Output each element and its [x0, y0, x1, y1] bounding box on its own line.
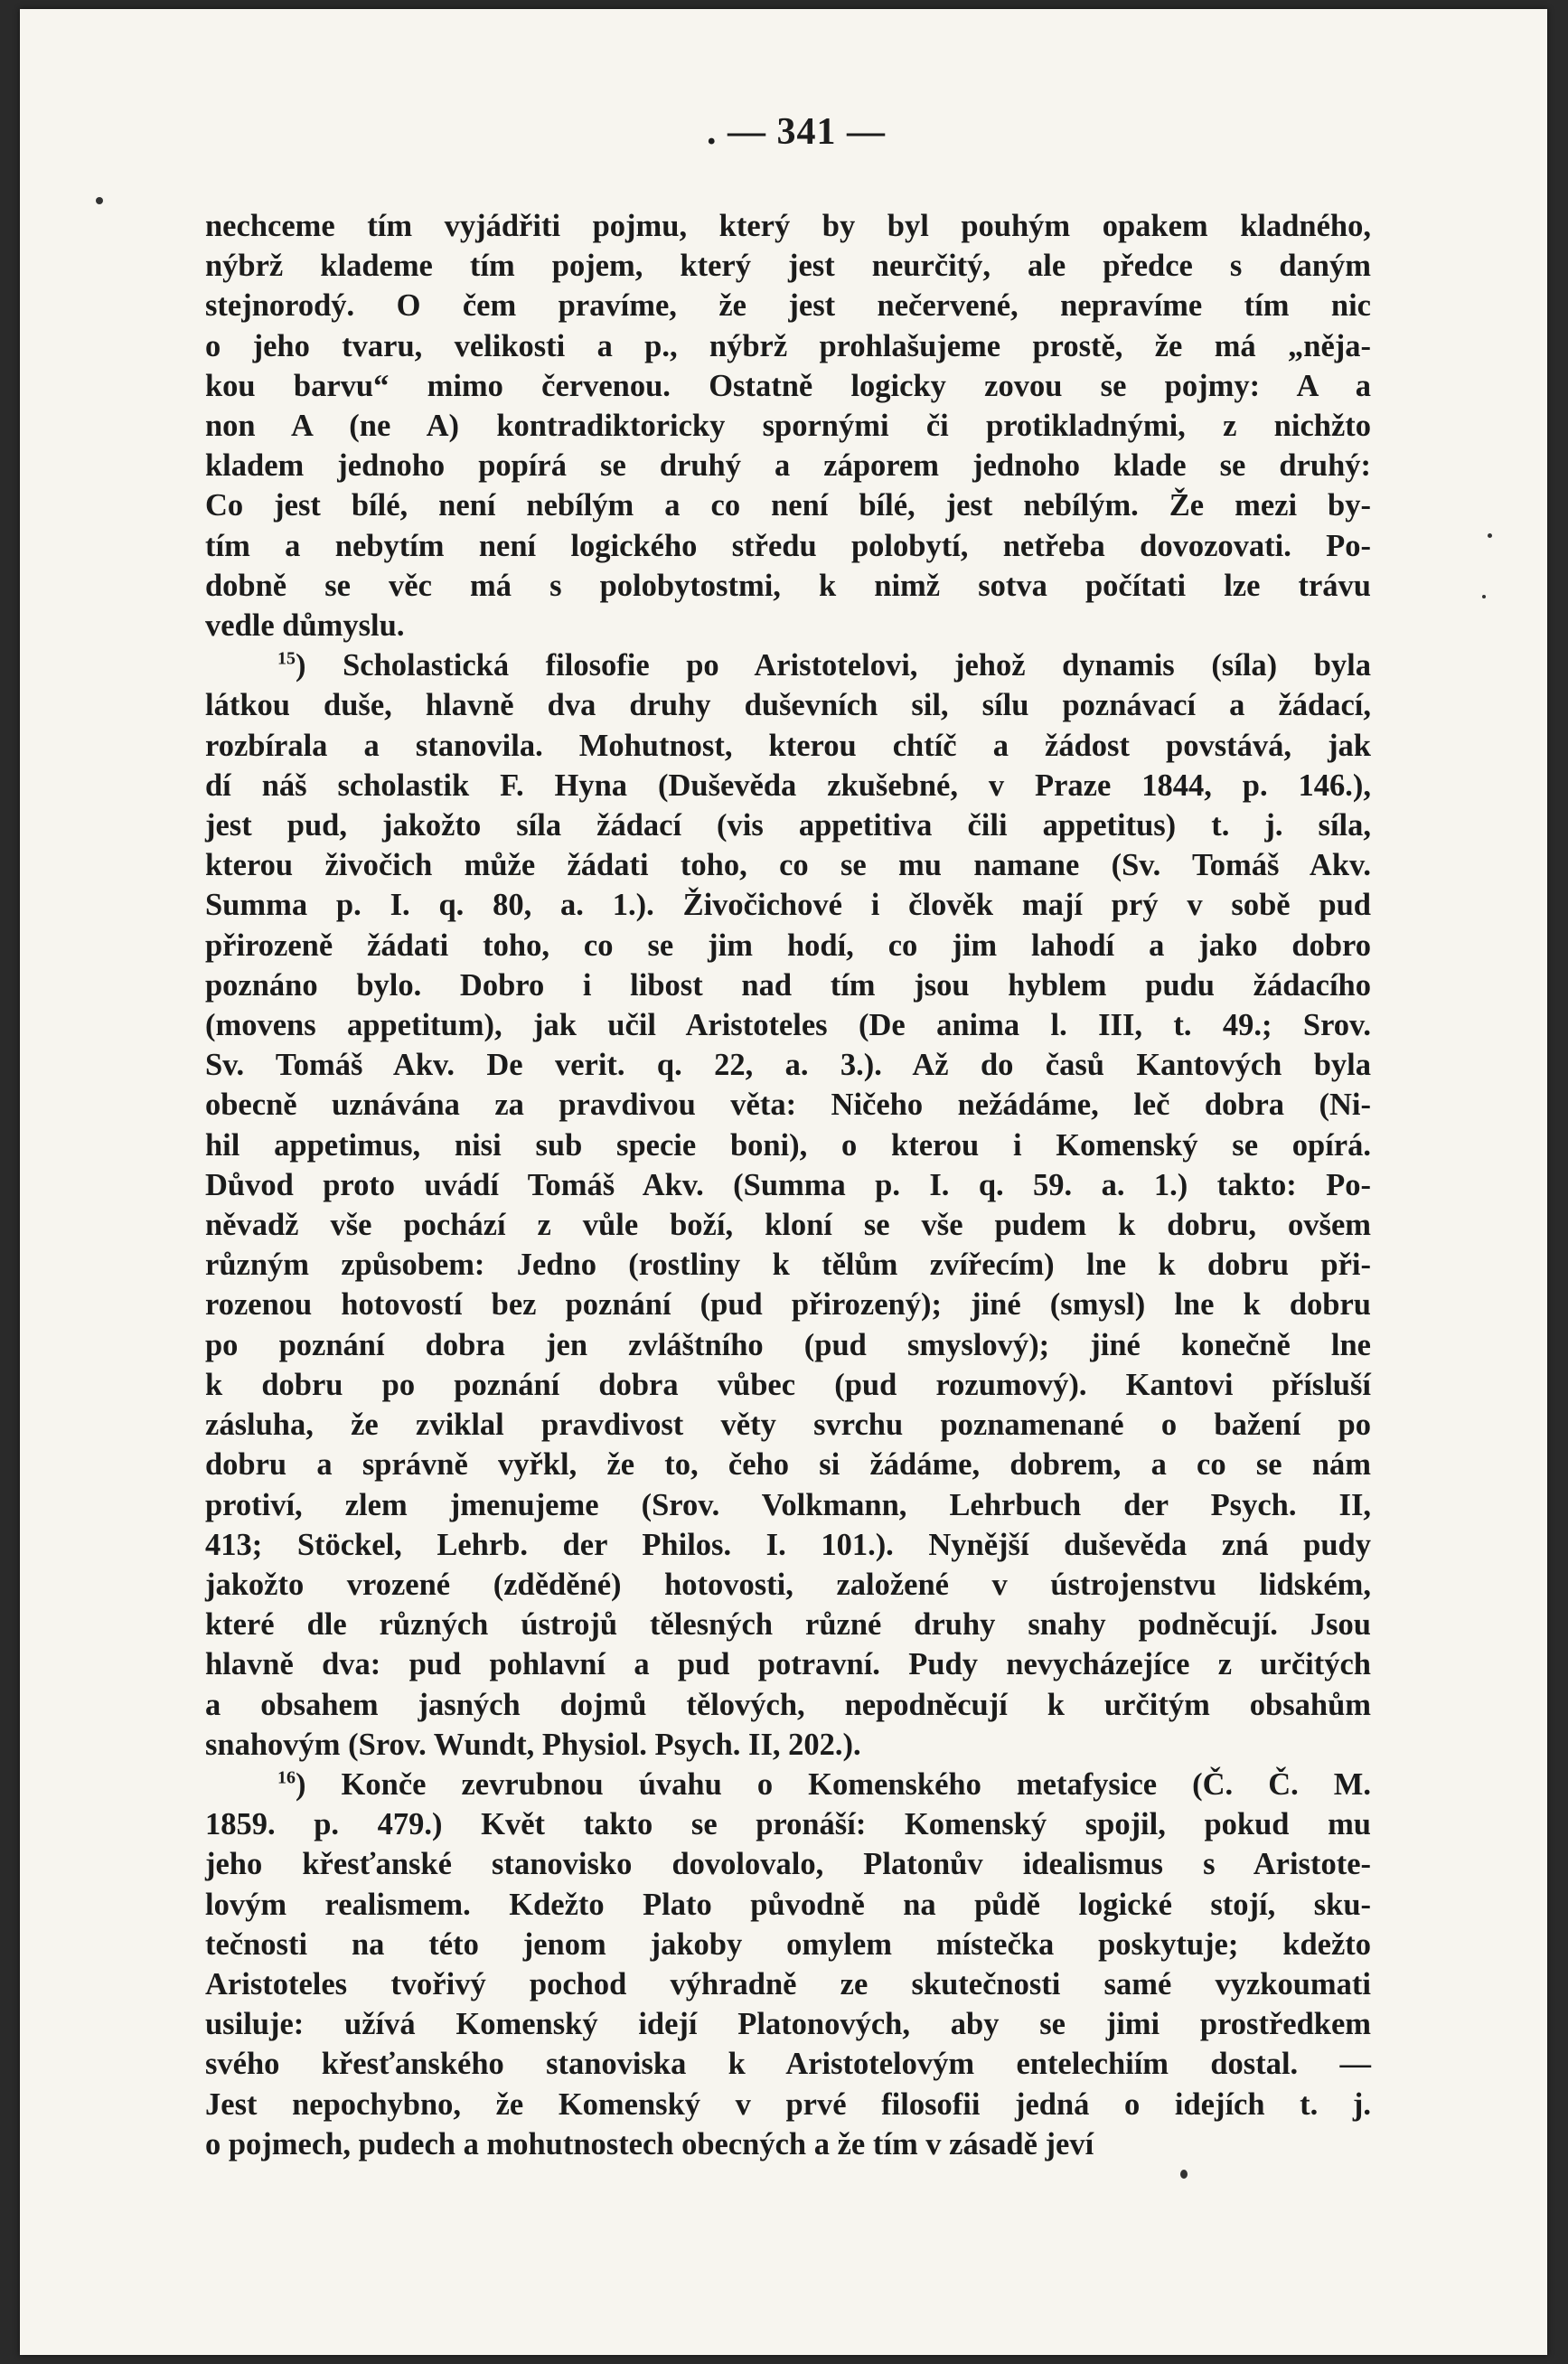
line-text: protiví, zlem jmenujeme (Srov. Volkmann, Lehrbuch der Psych. II,	[205, 1487, 1371, 1522]
text-line	[205, 1885, 1371, 1925]
text-line	[205, 566, 1371, 606]
text-line	[205, 805, 1371, 845]
text-line	[205, 286, 1371, 325]
line-text: po poznání dobra jen zvláštního (pud smyslový); jiné konečně lne	[205, 1327, 1371, 1362]
scan-speck	[1488, 533, 1492, 538]
line-text: kladem jednoho popírá se druhý a záporem jednoho klade se druhý:	[205, 448, 1371, 484]
text-line	[205, 406, 1371, 446]
text-line	[205, 1205, 1371, 1245]
line-text: dobru a správně vyřkl, že to, čeho si žádáme, dobrem, a co se nám	[205, 1447, 1371, 1483]
text-line	[205, 1445, 1371, 1484]
line-text: non A (ne A) kontradiktoricky spornými či protikladnými, z nichžto	[205, 409, 1371, 444]
line-text: kou barvu“ mimo červenou. Ostatně logicky zovou se pojmy: A a	[205, 368, 1371, 403]
line-text: Co jest bílé, není nebílým a co není bílé, jest nebílým. Že mezi by-	[205, 488, 1371, 523]
line-text: nechceme tím vyjádřiti pojmu, který by byl pouhým opakem kladného,	[205, 209, 1371, 243]
body-text	[205, 206, 1371, 2164]
text-line	[205, 766, 1371, 805]
text-line	[205, 246, 1371, 286]
line-text: jeho křesťanské stanovisko dovolovalo, Platonův idealismus s Aristote-	[205, 1847, 1371, 1882]
text-line	[205, 1725, 1371, 1765]
text-line	[205, 1285, 1371, 1324]
line-text: látkou duše, hlavně dva druhy duševních sil, sílu poznávací a žádací,	[205, 688, 1371, 723]
text-line	[205, 1045, 1371, 1085]
text-line	[205, 1925, 1371, 1964]
line-text: různým způsobem: Jedno (rostliny k tělům zvířecím) lne k dobru při-	[205, 1248, 1371, 1283]
text-line	[205, 1565, 1371, 1605]
line-text: snahovým (Srov. Wundt, Physiol. Psych. II, 202.).	[205, 1727, 861, 1762]
line-text: a obsahem jasných dojmů tělových, nepodněcují k určitým obsahům	[205, 1687, 1371, 1722]
text-line	[205, 606, 1371, 645]
text-line	[205, 206, 1371, 246]
line-text: k dobru po poznání dobra vůbec (pud rozumový). Kantovi přísluší	[205, 1367, 1371, 1402]
text-line	[205, 2085, 1371, 2124]
text-line	[205, 1765, 1371, 1804]
line-text: hil appetimus, nisi sub specie boni), o kterou i Komenský se opírá.	[205, 1127, 1371, 1163]
line-text: které dle různých ústrojů tělesných různé druhy snahy podněcují. Jsou	[205, 1607, 1371, 1643]
line-text: nýbrž klademe tím pojem, který jest neurčitý, ale předce s daným	[205, 249, 1371, 284]
paragraph	[205, 206, 1371, 645]
line-text: zásluha, že zviklal pravdivost věty svrchu poznamenané o bažení po	[205, 1408, 1371, 1443]
text-line	[205, 526, 1371, 566]
footnote-marker: 16	[277, 1767, 296, 1788]
text-line	[205, 1804, 1371, 1844]
scan-speck	[1180, 2170, 1188, 2179]
line-text: svého křesťanského stanoviska k Aristotelovým entelechiím dostal. —	[205, 2047, 1371, 2082]
text-line	[205, 726, 1371, 766]
text-line	[205, 965, 1371, 1005]
text-line	[205, 2124, 1371, 2164]
text-line	[205, 1605, 1371, 1644]
line-text: kterou živočich může žádati toho, co se mu namane (Sv. Tomáš Akv.	[205, 848, 1371, 883]
text-line	[205, 1085, 1371, 1125]
text-line	[205, 885, 1371, 925]
line-text: ) Konče zevrubnou úvahu o Komenského metafysice (Č. Č. M.	[296, 1766, 1371, 1802]
text-line	[205, 446, 1371, 485]
line-text: Summa p. I. q. 80, a. 1.). Živočichové i člověk mají prý v sobě pud	[205, 888, 1371, 923]
line-text: tečnosti na této jenom jakoby omylem místečka poskytuje; kdežto	[205, 1926, 1371, 1962]
text-line	[205, 926, 1371, 965]
text-line	[205, 2044, 1371, 2084]
text-line	[205, 1125, 1371, 1165]
line-text: jest pud, jakožto síla žádací (vis appetitiva čili appetitus) t. j. síla,	[205, 808, 1371, 843]
text-line	[205, 1325, 1371, 1365]
text-line	[205, 1964, 1371, 2004]
text-line	[205, 1365, 1371, 1405]
book-page	[20, 9, 1547, 2355]
line-text: o jeho tvaru, velikosti a p., nýbrž prohlašujeme prostě, že má „něja-	[205, 328, 1371, 363]
line-text: 1859. p. 479.) Květ takto se pronáší: Komenský spojil, pokud mu	[205, 1807, 1371, 1842]
line-text: rozenou hotovostí bez poznání (pud přirozený); jiné (smysl) lne k dobru	[205, 1287, 1371, 1323]
line-text: rozbírala a stanovila. Mohutnost, kterou chtíč a žádost povstává, jak	[205, 728, 1371, 763]
paragraph	[205, 1765, 1371, 2164]
line-text: Důvod proto uvádí Tomáš Akv. (Summa p. I. q. 59. a. 1.) takto: Po-	[205, 1167, 1371, 1202]
line-text: vedle důmyslu.	[205, 608, 405, 644]
line-text: Aristoteles tvořivý pochod výhradně ze skutečnosti samé vyzkoumati	[205, 1966, 1371, 2001]
page-number: . — 341 —	[707, 111, 886, 153]
line-text: něvadž vše pochází z vůle boží, kloní se vše pudem k dobru, ovšem	[205, 1208, 1371, 1243]
text-line	[205, 1685, 1371, 1725]
line-text: Jest nepochybno, že Komenský v prvé filosofii jedná o idejích t. j.	[205, 2086, 1371, 2122]
text-line	[205, 1525, 1371, 1565]
text-line	[205, 1485, 1371, 1525]
footnote-marker: 15	[277, 648, 296, 669]
line-text: poznáno bylo. Dobro i libost nad tím jsou hyblem pudu žádacího	[205, 967, 1371, 1003]
line-text: obecně uznávána za pravdivou věta: Ničeho nežádáme, leč dobra (Ni-	[205, 1088, 1371, 1123]
line-text: 413; Stöckel, Lehrb. der Philos. I. 101.). Nynější duševěda zná pudy	[205, 1527, 1371, 1562]
scan-speck	[96, 197, 103, 204]
line-text: Sv. Tomáš Akv. De verit. q. 22, a. 3.). Až do časů Kantových byla	[205, 1048, 1371, 1083]
text-line	[205, 1844, 1371, 1884]
text-line	[205, 1245, 1371, 1285]
text-line	[205, 1005, 1371, 1045]
line-text: dí náš scholastik F. Hyna (Duševěda zkušebné, v Praze 1844, p. 146.),	[205, 768, 1371, 803]
text-line	[205, 326, 1371, 366]
text-line	[205, 685, 1371, 725]
text-line	[205, 845, 1371, 885]
line-text: jakožto vrozené (zděděné) hotovosti, založené v ústrojenstvu lidském,	[205, 1567, 1371, 1602]
line-text: lovým realismem. Kdežto Plato původně na půdě logické stojí, sku-	[205, 1887, 1371, 1922]
line-text: hlavně dva: pud pohlavní a pud potravní. Pudy nevycházejíce z určitých	[205, 1647, 1371, 1682]
text-line	[205, 485, 1371, 525]
line-text: o pojmech, pudech a mohutnostech obecných a že tím v zásadě jeví	[205, 2126, 1094, 2162]
text-line	[205, 366, 1371, 406]
text-line	[205, 1644, 1371, 1684]
text-line	[205, 1165, 1371, 1205]
line-text: (movens appetitum), jak učil Aristoteles (De anima l. III, t. 49.; Srov.	[205, 1008, 1371, 1043]
text-line	[205, 645, 1371, 685]
line-text: ) Scholastická filosofie po Aristotelovi, jehož dynamis (síla) byla	[296, 648, 1371, 683]
line-text: dobně se věc má s polobytostmi, k nimž sotva počítati lze trávu	[205, 568, 1371, 603]
text-line	[205, 2004, 1371, 2044]
scan-speck	[1482, 595, 1486, 598]
paragraph	[205, 645, 1371, 1765]
text-line	[205, 1405, 1371, 1445]
line-text: tím a nebytím není logického středu polobytí, netřeba dovozovati. Po-	[205, 528, 1371, 563]
line-text: přirozeně žádati toho, co se jim hodí, co jim lahodí a jako dobro	[205, 928, 1371, 963]
line-text: usiluje: užívá Komenský idejí Platonových, aby se jimi prostředkem	[205, 2007, 1371, 2042]
line-text: stejnorodý. O čem pravíme, že jest nečervené, nepravíme tím nic	[205, 288, 1371, 324]
